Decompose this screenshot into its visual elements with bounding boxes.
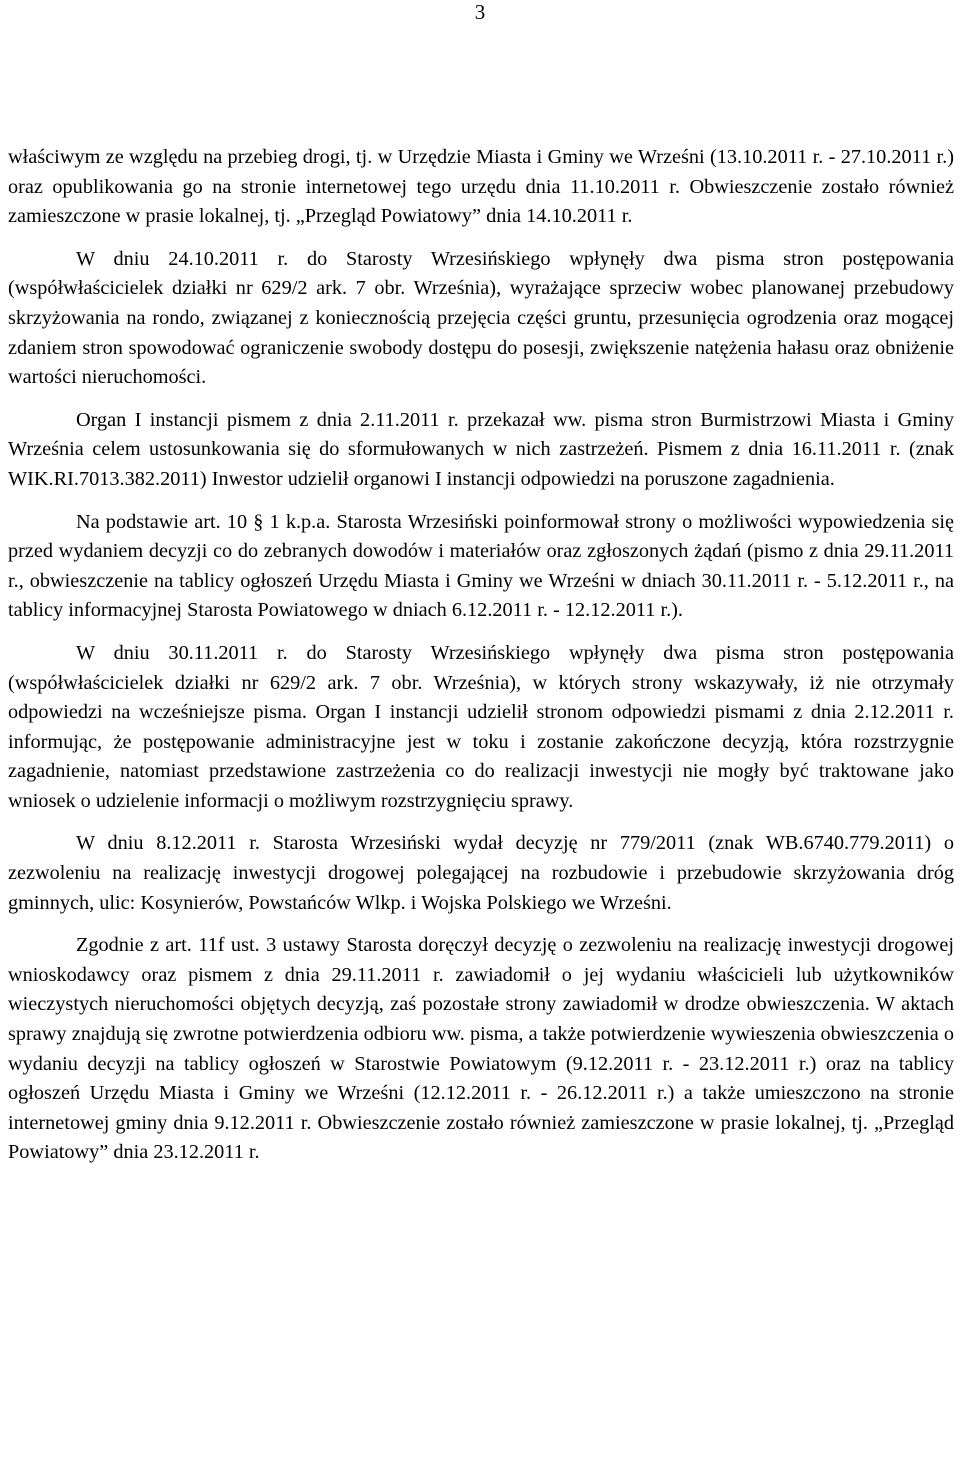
paragraph-7: Zgodnie z art. 11f ust. 3 ustawy Starosta doręczył decyzję o zezwoleniu na realizację inwestycji drogowej wnioskodawcy oraz pismem z dnia 29.11.2011 r. zawiadomił o jej wydaniu właścicieli lub użytkowników wieczystych nieruchomości objętych decyzją, zaś pozostałe strony zawiadomił w drodze obwieszczenia. W aktach sprawy znajdują się zwrotne potwierdzenia odbioru ww. pisma, a także potwierdzenie wywieszenia obwieszczenia o wydaniu decyzji na tablicy ogłoszeń w Starostwie Powiatowym (9.12.2011 r. - 23.12.2011 r.) oraz na tablicy ogłoszeń Urzędu Miasta i Gminy we Wrześni (12.12.2011 r. - 26.12.2011 r.) a także umieszczono na stronie internetowej gminy dnia 9.12.2011 r. Obwieszczenie zostało również zamieszczone w prasie lokalnej, tj. „Przegląd Powiatowy” dnia 23.12.2011 r.: [8, 934, 954, 1164]
paragraph-5: W dniu 30.11.2011 r. do Starosty Wrzesińskiego wpłynęły dwa pisma stron postępowania (współwłaścicielek działki nr 629/2 ark. 7 obr. Września), w których strony wskazywały, iż nie otrzymały odpowiedzi na wcześniejsze pisma. Organ I instancji udzielił stronom odpowiedzi pismami z dnia 2.12.2011 r. informując, że postępowanie administracyjne jest w toku i zostanie zakończone decyzją, która rozstrzygnie zagadnienie, natomiast przedstawione zastrzeżenia co do realizacji inwestycji nie mogły być traktowane jako wniosek o udzielenie informacji o możliwym rozstrzygnięciu sprawy.: [8, 641, 954, 812]
paragraph-4: Na podstawie art. 10 § 1 k.p.a. Starosta Wrzesiński poinformował strony o możliwości wypowiedzenia się przed wydaniem decyzji co do zebranych dowodów i materiałów oraz zgłoszonych żądań (pismo z dnia 29.11.2011 r., obwieszczenie na tablicy ogłoszeń Urzędu Miasta i Gminy we Wrześni w dniach 30.11.2011 r. - 5.12.2011 r., na tablicy informacyjnej Starosta Powiatowego w dniach 6.12.2011 r. - 12.12.2011 r.).: [8, 510, 954, 622]
paragraph-3: Organ I instancji pismem z dnia 2.11.2011 r. przekazał ww. pisma stron Burmistrzowi Miasta i Gminy Września celem ustosunkowania się do sformułowanych w nich zastrzeżeń. Pismem z dnia 16.11.2011 r. (znak WIK.RI.7013.382.2011) Inwestor udzielił organowi I instancji odpowiedzi na poruszone zagadnienia.: [8, 408, 954, 490]
paragraph-2: W dniu 24.10.2011 r. do Starosty Wrzesińskiego wpłynęły dwa pisma stron postępowania (współwłaścicielek działki nr 629/2 ark. 7 obr. Września), wyrażające sprzeciw wobec planowanej przebudowy skrzyżowania na rondo, związanej z koniecznością przejęcia części gruntu, przesunięcia ogrodzenia oraz mogącej zdaniem stron spowodować ograniczenie swobody dostępu do posesji, zwiększenie natężenia hałasu oraz obniżenie wartości nieruchomości.: [8, 247, 954, 389]
paragraph-1: właściwym ze względu na przebieg drogi, tj. w Urzędzie Miasta i Gminy we Wrześni (13.10.2011 r. - 27.10.2011 r.) oraz opublikowania go na stronie internetowej tego urzędu dnia 11.10.2011 r. Obwieszczenie zostało również zamieszczone w prasie lokalnej, tj. „Przegląd Powiatowy” dnia 14.10.2011 r.: [8, 146, 954, 228]
page-number: 3: [474, 0, 486, 24]
paragraph-6: W dniu 8.12.2011 r. Starosta Wrzesiński wydał decyzję nr 779/2011 (znak WB.6740.779.2011) o zezwoleniu na realizację inwestycji drogowej polegającej na rozbudowie i przebudowie skrzyżowania dróg gminnych, ulic: Kosynierów, Powstańców Wlkp. i Wojska Polskiego we Wrześni.: [8, 832, 954, 914]
document-body: [8, 143, 954, 1168]
